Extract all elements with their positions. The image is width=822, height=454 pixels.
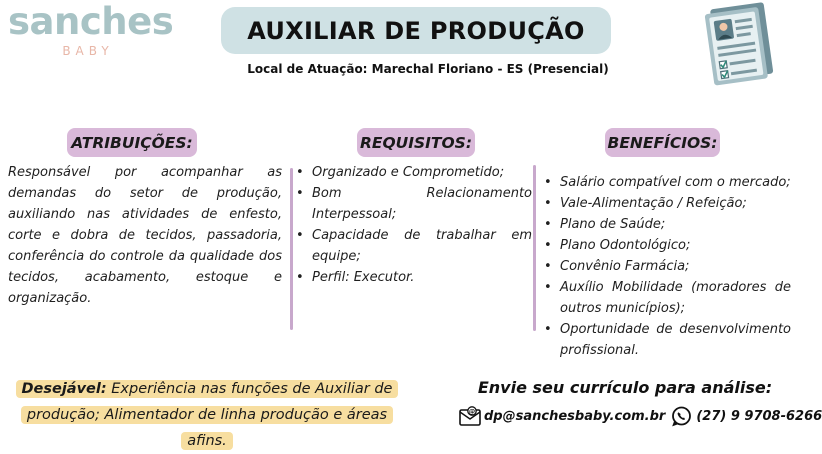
list-item: • Oportunidade de desenvolvimento profissional.: [544, 319, 791, 361]
brand-subtitle: BABY: [62, 44, 114, 58]
list-item: • Capacidade de trabalhar em equipe;: [296, 225, 532, 267]
brand-logo: [8, 0, 174, 58]
desejavel-note: [7, 376, 407, 454]
contact-row: [459, 404, 822, 428]
list-item: • Plano de Saúde;: [544, 214, 791, 235]
desejavel-text: Experiência nas funções de Auxiliar de produção; Alimentador de linha produção e áreas afins.: [26, 381, 393, 449]
resume-document-icon: [697, 0, 779, 88]
phone-number[interactable]: (27) 9 9708-6266: [696, 408, 822, 424]
list-item: • Bom Relacionamento Interpessoal;: [296, 183, 532, 225]
list-item: • Auxílio Mobilidade (moradores de outros municípios);: [544, 277, 791, 319]
atribuicoes-text: Responsável por acompanhar as demandas do setor de produção, auxiliando nas atividades de enfesto, corte e dobra de tecidos, passadoria, conferência do controle da qualidade dos tecidos, acabamento, estoque e organização.: [8, 165, 282, 306]
list-item: • Vale-Alimentação / Refeição;: [544, 193, 791, 214]
email-at-icon: [459, 406, 481, 426]
atribuicoes-heading: ATRIBUIÇÕES:: [67, 128, 197, 157]
column-divider: [533, 165, 536, 331]
list-item: • Organizado e Comprometido;: [296, 162, 532, 183]
beneficios-list: [544, 172, 791, 361]
requisitos-list: [296, 162, 532, 288]
title-banner: [221, 7, 611, 54]
email-link[interactable]: dp@sanchesbaby.com.br: [484, 408, 666, 424]
column-divider: [290, 168, 293, 330]
beneficios-heading: BENEFÍCIOS:: [605, 128, 720, 157]
list-item: • Salário compatível com o mercado;: [544, 172, 791, 193]
page-title: AUXILIAR DE PRODUÇÃO: [247, 16, 585, 45]
brand-name: sanches: [8, 0, 174, 43]
list-item: • Plano Odontológico;: [544, 235, 791, 256]
desejavel-highlight: [16, 380, 399, 450]
requisitos-heading: REQUISITOS:: [357, 128, 475, 157]
desejavel-label: Desejável:: [21, 381, 107, 397]
list-item: • Convênio Farmácia;: [544, 256, 791, 277]
list-item: • Perfil: Executor.: [296, 267, 532, 288]
job-location: Local de Atuação: Marechal Floriano - ES (Presencial): [247, 62, 609, 76]
application-cta: Envie seu currículo para análise:: [477, 378, 773, 397]
svg-text:@: @: [468, 407, 476, 416]
whatsapp-icon: [671, 406, 692, 427]
